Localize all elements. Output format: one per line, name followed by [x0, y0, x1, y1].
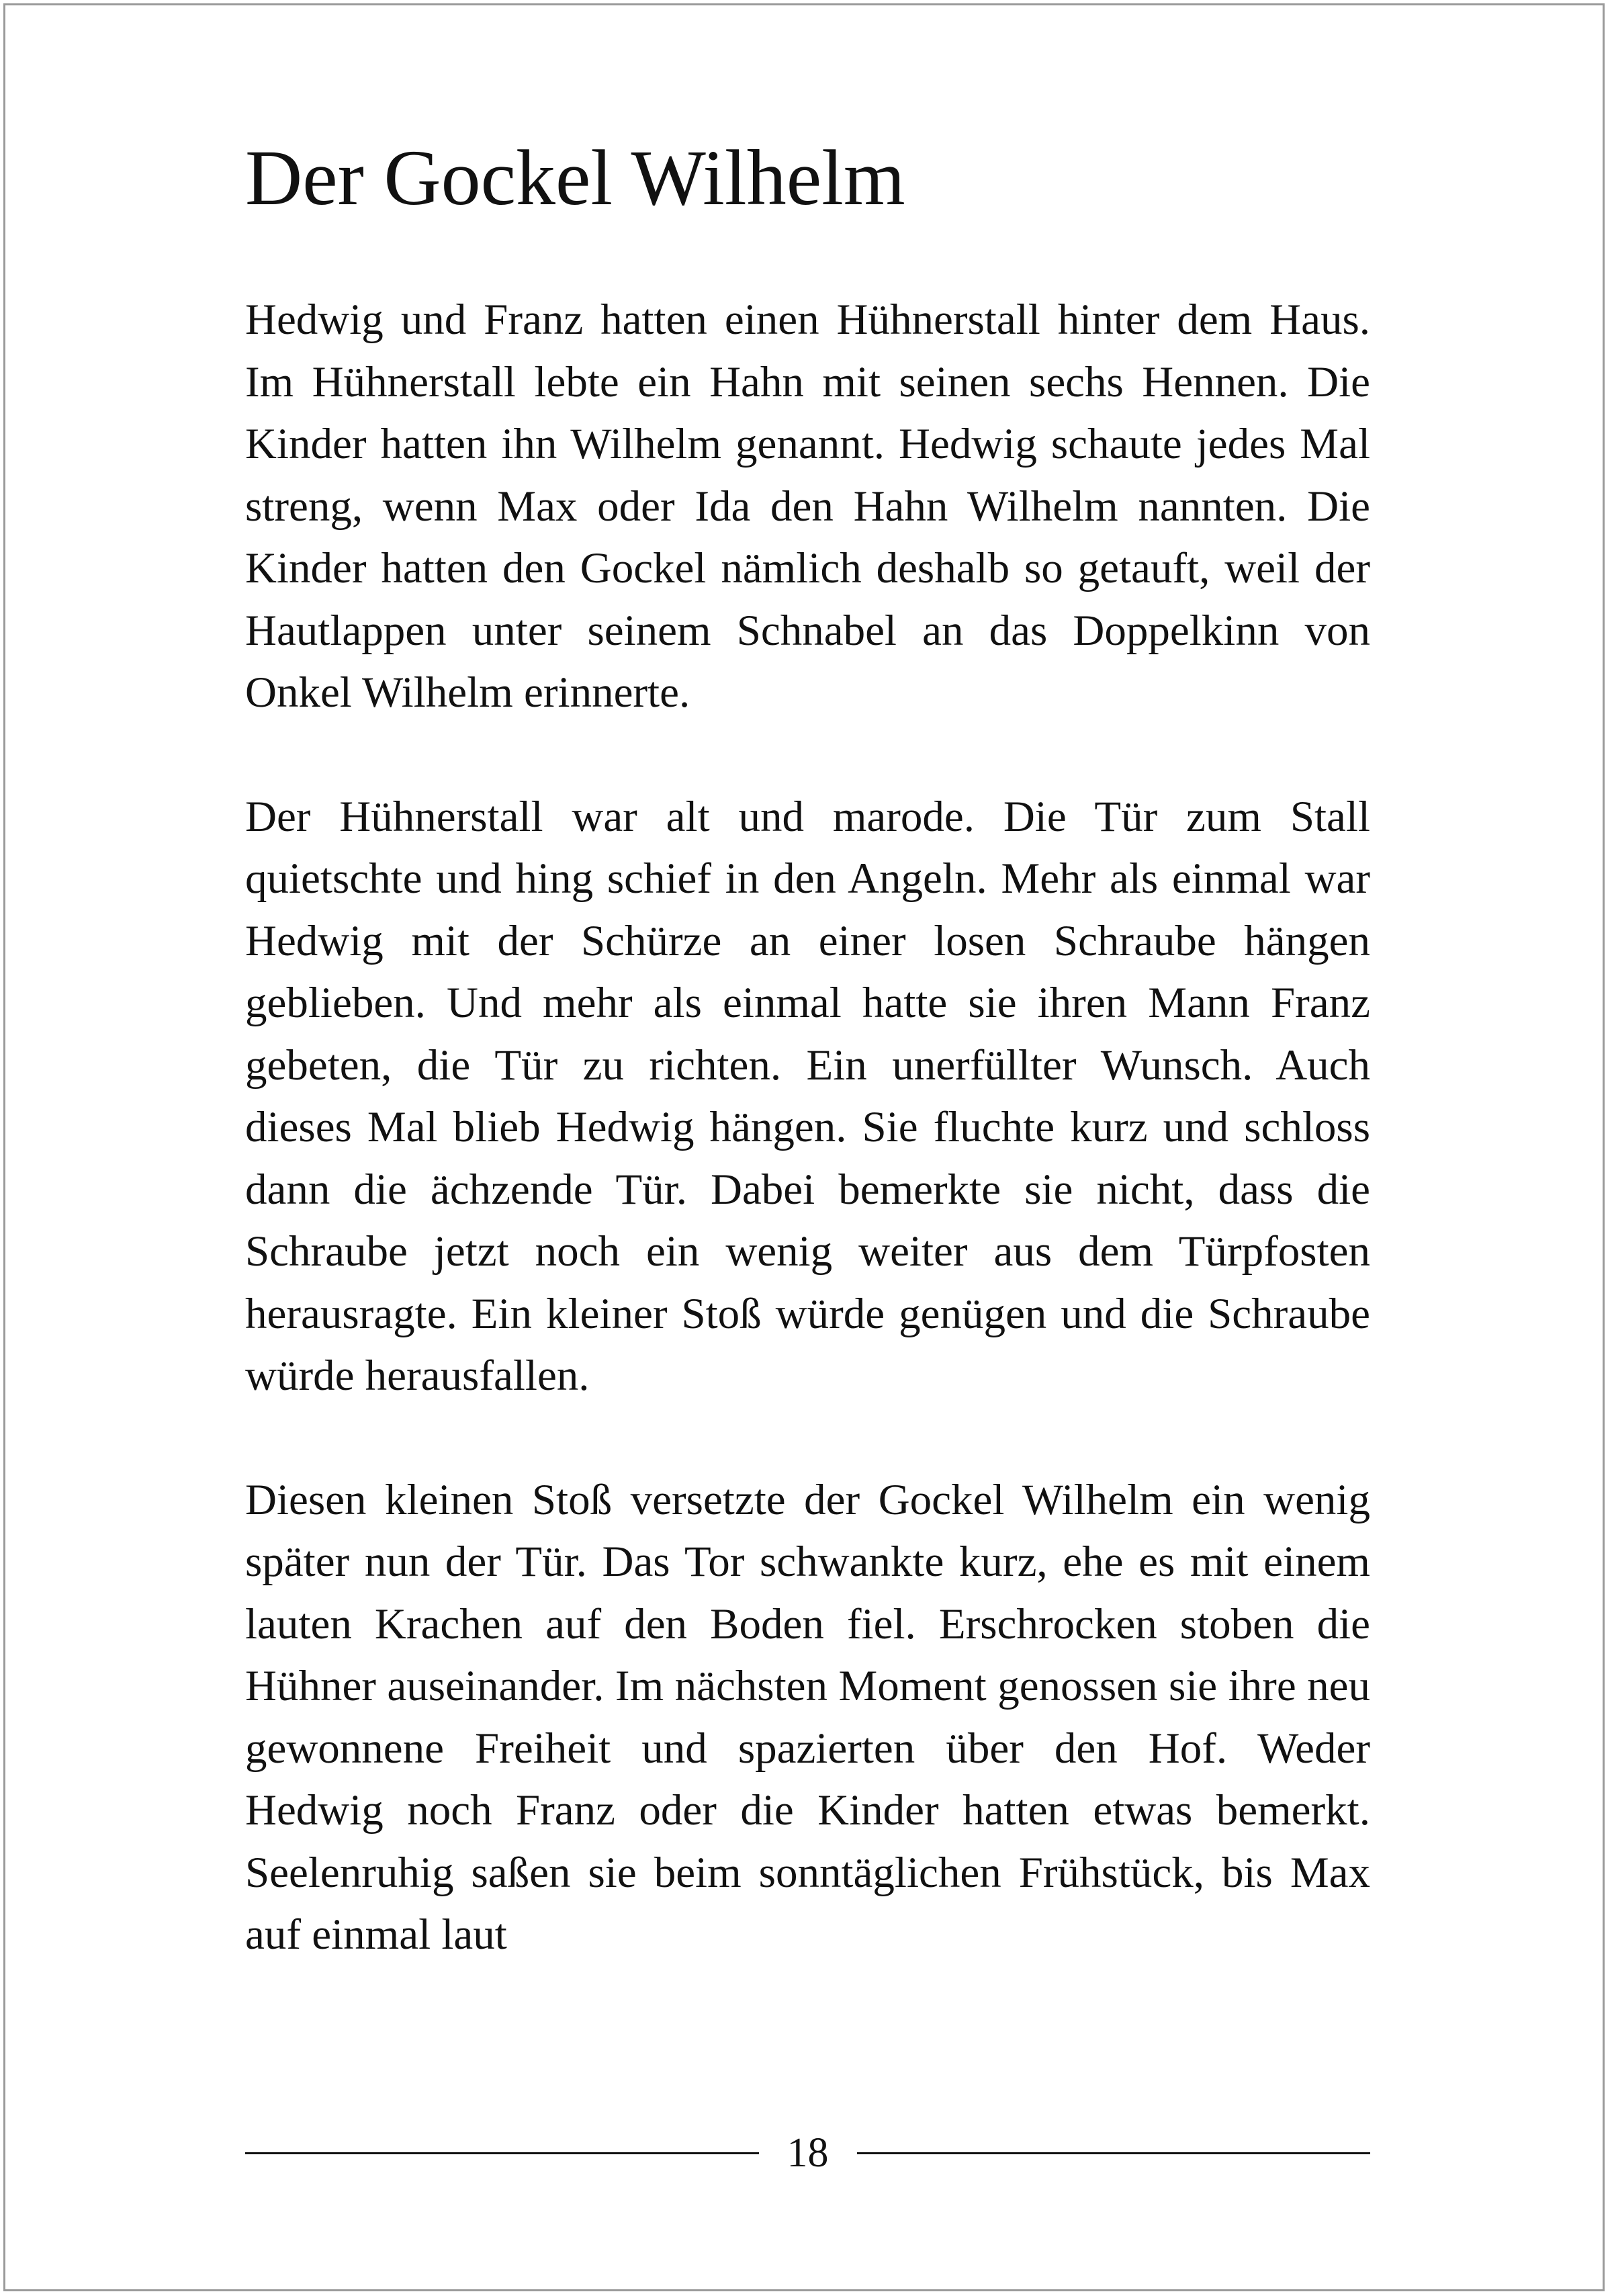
- page-footer: [245, 2126, 1370, 2180]
- chapter-title: Der Gockel Wilhelm: [245, 134, 905, 222]
- chapter-header: [245, 134, 1370, 222]
- paragraph: Hedwig und Franz hatten einen Hühnerstall hinter dem Haus. Im Hühnerstall lebte ein Hahn mit seinen sechs Hennen. Die Kinder hatten ihn Wilhelm genannt. Hedwig schaute jedes Mal streng, wenn Max oder Ida den Hahn Wilhelm nannten. Die Kinder hatten den Gockel nämlich deshalb so getauft, weil der Hautlappen unter seinem Schnabel an das Doppelkinn von Onkel Wilhelm erinnerte.: [245, 296, 1370, 717]
- body-text: [245, 289, 1370, 1966]
- paragraph: Der Hühnerstall war alt und marode. Die Tür zum Stall quietschte und hing schief in den Angeln. Mehr als einmal war Hedwig mit der Schürze an einer losen Schraube hängen geblieben. Und mehr als einmal hatte sie ihren Mann Franz gebeten, die Tür zu richten. Ein unerfüllter Wunsch. Auch dieses Mal blieb Hedwig hängen. Sie fluchte kurz und schloss dann die ächzende Tür. Dabei bemerkte sie nicht, dass die Schraube jetzt noch ein wenig weiter aus dem Türpfosten herausragte. Ein kleiner Stoß würde genügen und die Schraube würde herausfallen.: [245, 792, 1370, 1400]
- page-number: 18: [787, 2130, 829, 2176]
- footer-rule-right: [857, 2152, 1371, 2154]
- footer-rule-left: [245, 2152, 759, 2154]
- paragraph: Diesen kleinen Stoß versetzte der Gockel Wilhelm ein wenig später nun der Tür. Das Tor schwankte kurz, ehe es mit einem lauten Krachen auf den Boden fiel. Erschrocken stoben die Hühner auseinander. Im nächsten Moment genossen sie ihre neu gewonnene Freiheit und spazierten über den Hof. Weder Hedwig noch Franz oder die Kinder hatten etwas bemerkt. Seelenruhig saßen sie beim sonntäglichen Frühstück, bis Max auf einmal laut: [245, 1475, 1370, 1959]
